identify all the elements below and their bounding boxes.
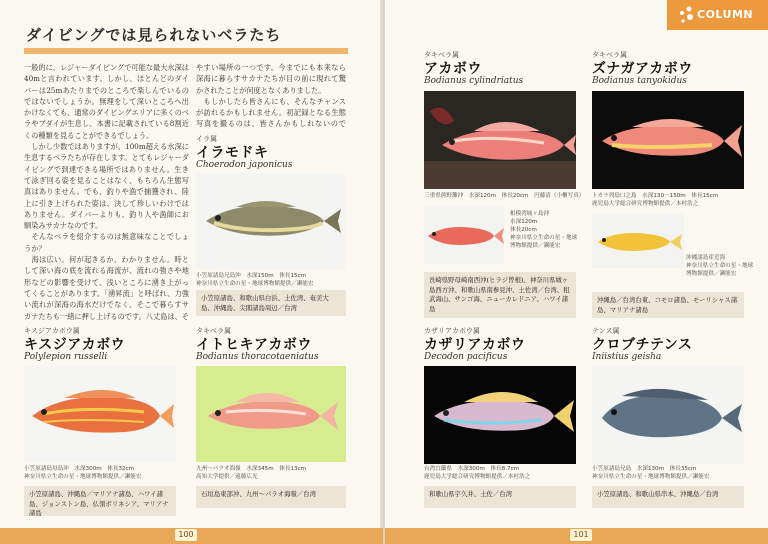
- body-paragraph-2: やすい場所の一つです。今までにも本来なら深海に暮らすサカナたちが目の前に現れて驚かされたことが何度となくありました。 もしかしたら皆さんにも、そんなチャンスが訪れるかもしれません。初記録となる生態写真を撮るのは、皆さんかもしれないので: [196, 63, 346, 129]
- fish-illustration-icon: [424, 91, 576, 189]
- photo-caption: 台湾宜蘭県 水深300m 体長8.7cm 鹿児島大学総合研究博物館提供／本村浩之: [424, 466, 531, 480]
- fish-illustration-icon: [592, 366, 744, 464]
- photo-caption: 小笠原諸島兄島 水深130m 体長35cm 神奈川県立生命の星・地球博物館提供／瀬能宏: [592, 466, 710, 480]
- photo-caption: 小笠原諸島母島沖 水深300m 体長32cm 神奈川県立生命の星・地球博物館提供／瀬能宏: [24, 466, 142, 480]
- body-paragraph-1: 一般的に、レジャーダイビングで可能な最大水深は40mと言われています。しかし、ほとんどのダイバーは25mあたりまでのところで楽しんでいるのではないでしょうか。無理をして深いところへ出かけなくても、通常のダイビングエリアに多くのベラやブダイが生息し、本書に記載されている8割近くの種類を見ることができるでしょう。 しかし少数ではありますが、100m超える水深に生息するベラたちが存在します。とてもレジャーダイビングで到達できる場所ではありません。生きて泳ぎ回る姿を見ることはなく、もちろん生態写真はありません。でも、釣りや漁で捕獲され、陸上に引き上げられた姿は、決して珍しいわけではありません。ダイバーよりも、釣り人や漁師にお馴染みサカナなのです。 そんなベラを紹介するのは無意味なことでしょうか？ 海は広い。何が起きるか、わかりません。時として深い海の底を流れる海流が、流れの強さや地形などの影響を受けて、浅いところに湧き上がってくることがあります。「湧昇流」と呼ばれ、力強い流れが深海の海水だけでなく、そこで暮らすサカナたちも一緒に押し上げるのです。八丈島は、そ: [24, 63, 189, 320]
- fish-illustration-icon: [196, 173, 346, 269]
- distribution-box: 石垣島東部沖、九州～パラオ海嶺／台湾: [196, 486, 346, 508]
- fish-scientific-name: Iniistius geisha: [592, 352, 662, 362]
- fish-scientific-name: Bodianus cylindriatus: [424, 76, 524, 86]
- fish-genus: イラ属: [196, 135, 217, 143]
- photo-caption: 九州～パラオ海嶺 水深345m 体長13cm 高知大学提供／遠藤広光: [196, 466, 307, 480]
- fish-photo-kurobuchitensu: [592, 366, 744, 464]
- fish-photo-zunagaakabou-2: [592, 214, 684, 268]
- distribution-box: 長崎県野母崎南西沖(ヒラジ曽根)、神奈川県城ヶ島西方沖、和歌山県南参見沖、土佐湾／台湾、租武海山、サンゴ海、ニューカレドニア、ハワイ諸島: [424, 272, 576, 318]
- fish-name: クロブチテンス: [592, 337, 693, 353]
- fish-name: イラモドキ: [196, 145, 269, 161]
- fish-name: キスジアカボウ: [24, 337, 126, 353]
- body-text-col1: [24, 62, 189, 320]
- fish-photo-akabou-2: [424, 206, 504, 264]
- photo-caption: 三重県熊野灘沖 水深120m 体長20cm 円藤清（小櫃写真）: [424, 193, 585, 199]
- fish-scientific-name: Bodianus thoracotaeniatus: [196, 352, 319, 362]
- distribution-box: 和歌山県宇久井、土佐／台湾: [424, 486, 576, 508]
- photo-caption: トカラ列島口之島 水深130～150m 体長15cm 鹿児島大学総合研究博物館提供／本村浩之: [592, 193, 719, 207]
- fish-genus: テンス属: [592, 327, 620, 335]
- title-underline: [24, 48, 348, 54]
- fish-illustration-icon: [196, 366, 346, 462]
- fish-name: カザリアカボウ: [424, 337, 526, 353]
- fish-genus: タキベラ属: [592, 51, 627, 59]
- fish-genus: タキベラ属: [196, 327, 231, 335]
- fish-illustration-icon: [592, 214, 684, 268]
- distribution-box: 小笠原諸島、和歌山県串本、沖縄島／台湾: [592, 486, 744, 508]
- fish-photo-itohikiakabou: [196, 366, 346, 462]
- column-tab: [667, 0, 768, 30]
- column-label: COLUMN: [697, 8, 754, 21]
- fish-photo-iramodoki: [196, 173, 346, 269]
- fish-genus: キスジアカボウ属: [24, 327, 80, 335]
- distribution-box: 小笠原諸島、沖縄島／マリアナ諸島、ハワイ諸島、ジョンストン島、仏領ポリネシア、マリアナ諸島: [24, 486, 176, 516]
- page-number-right: 101: [570, 529, 592, 541]
- fish-genus: タキベラ属: [424, 51, 459, 59]
- fish-illustration-icon: [592, 91, 744, 189]
- fish-illustration-icon: [424, 206, 504, 264]
- fish-scientific-name: Choerodon japonicus: [196, 160, 293, 170]
- photo-caption: 小笠原諸島兄島沖 水深150m 体長15cm 神奈川県立生命の星・地球博物館提供／瀬能宏: [196, 273, 314, 287]
- body-text-col2: [196, 62, 346, 132]
- fish-scientific-name: Polylepion russelli: [24, 352, 108, 362]
- fish-scientific-name: Decodon pacificus: [424, 352, 508, 362]
- left-page: [0, 0, 383, 544]
- fish-name: アカボウ: [424, 61, 482, 77]
- page-number-left: 100: [175, 529, 197, 541]
- photo-caption: 沖縄諸島産近海 神奈川県立生命の星・地球博物館提供／瀬能宏: [686, 255, 754, 277]
- distribution-box: 沖縄島／台湾台東、コモロ諸島、モーリシャス諸島、マリアナ諸島: [592, 292, 744, 318]
- photo-caption: 相模湾城ヶ島沖 水深120m 体長20cm 神奈川県立生命の星・地球博物館提供／瀬能宏: [510, 211, 578, 249]
- fish-photo-kisujiakabou: [24, 366, 176, 462]
- fish-illustration-icon: [24, 366, 176, 462]
- bubbles-icon: [677, 5, 695, 25]
- fish-name: ズナガアカボウ: [592, 61, 693, 77]
- distribution-box: 小笠原諸島、和歌山県白浜、土佐湾、奄美大島、沖縄島、尖閣諸島周辺／台湾: [196, 290, 346, 316]
- fish-photo-akabou: [424, 91, 576, 189]
- fish-illustration-icon: [424, 366, 576, 464]
- fish-scientific-name: Bodianus tanyokidus: [592, 76, 687, 86]
- fish-genus: カザリアカボウ属: [424, 327, 480, 335]
- fish-photo-kazariakabou: [424, 366, 576, 464]
- page-title: ダイビングでは見られないベラたち: [26, 26, 282, 44]
- fish-photo-zunagaakabou: [592, 91, 744, 189]
- fish-name: イトヒキアカボウ: [196, 337, 312, 353]
